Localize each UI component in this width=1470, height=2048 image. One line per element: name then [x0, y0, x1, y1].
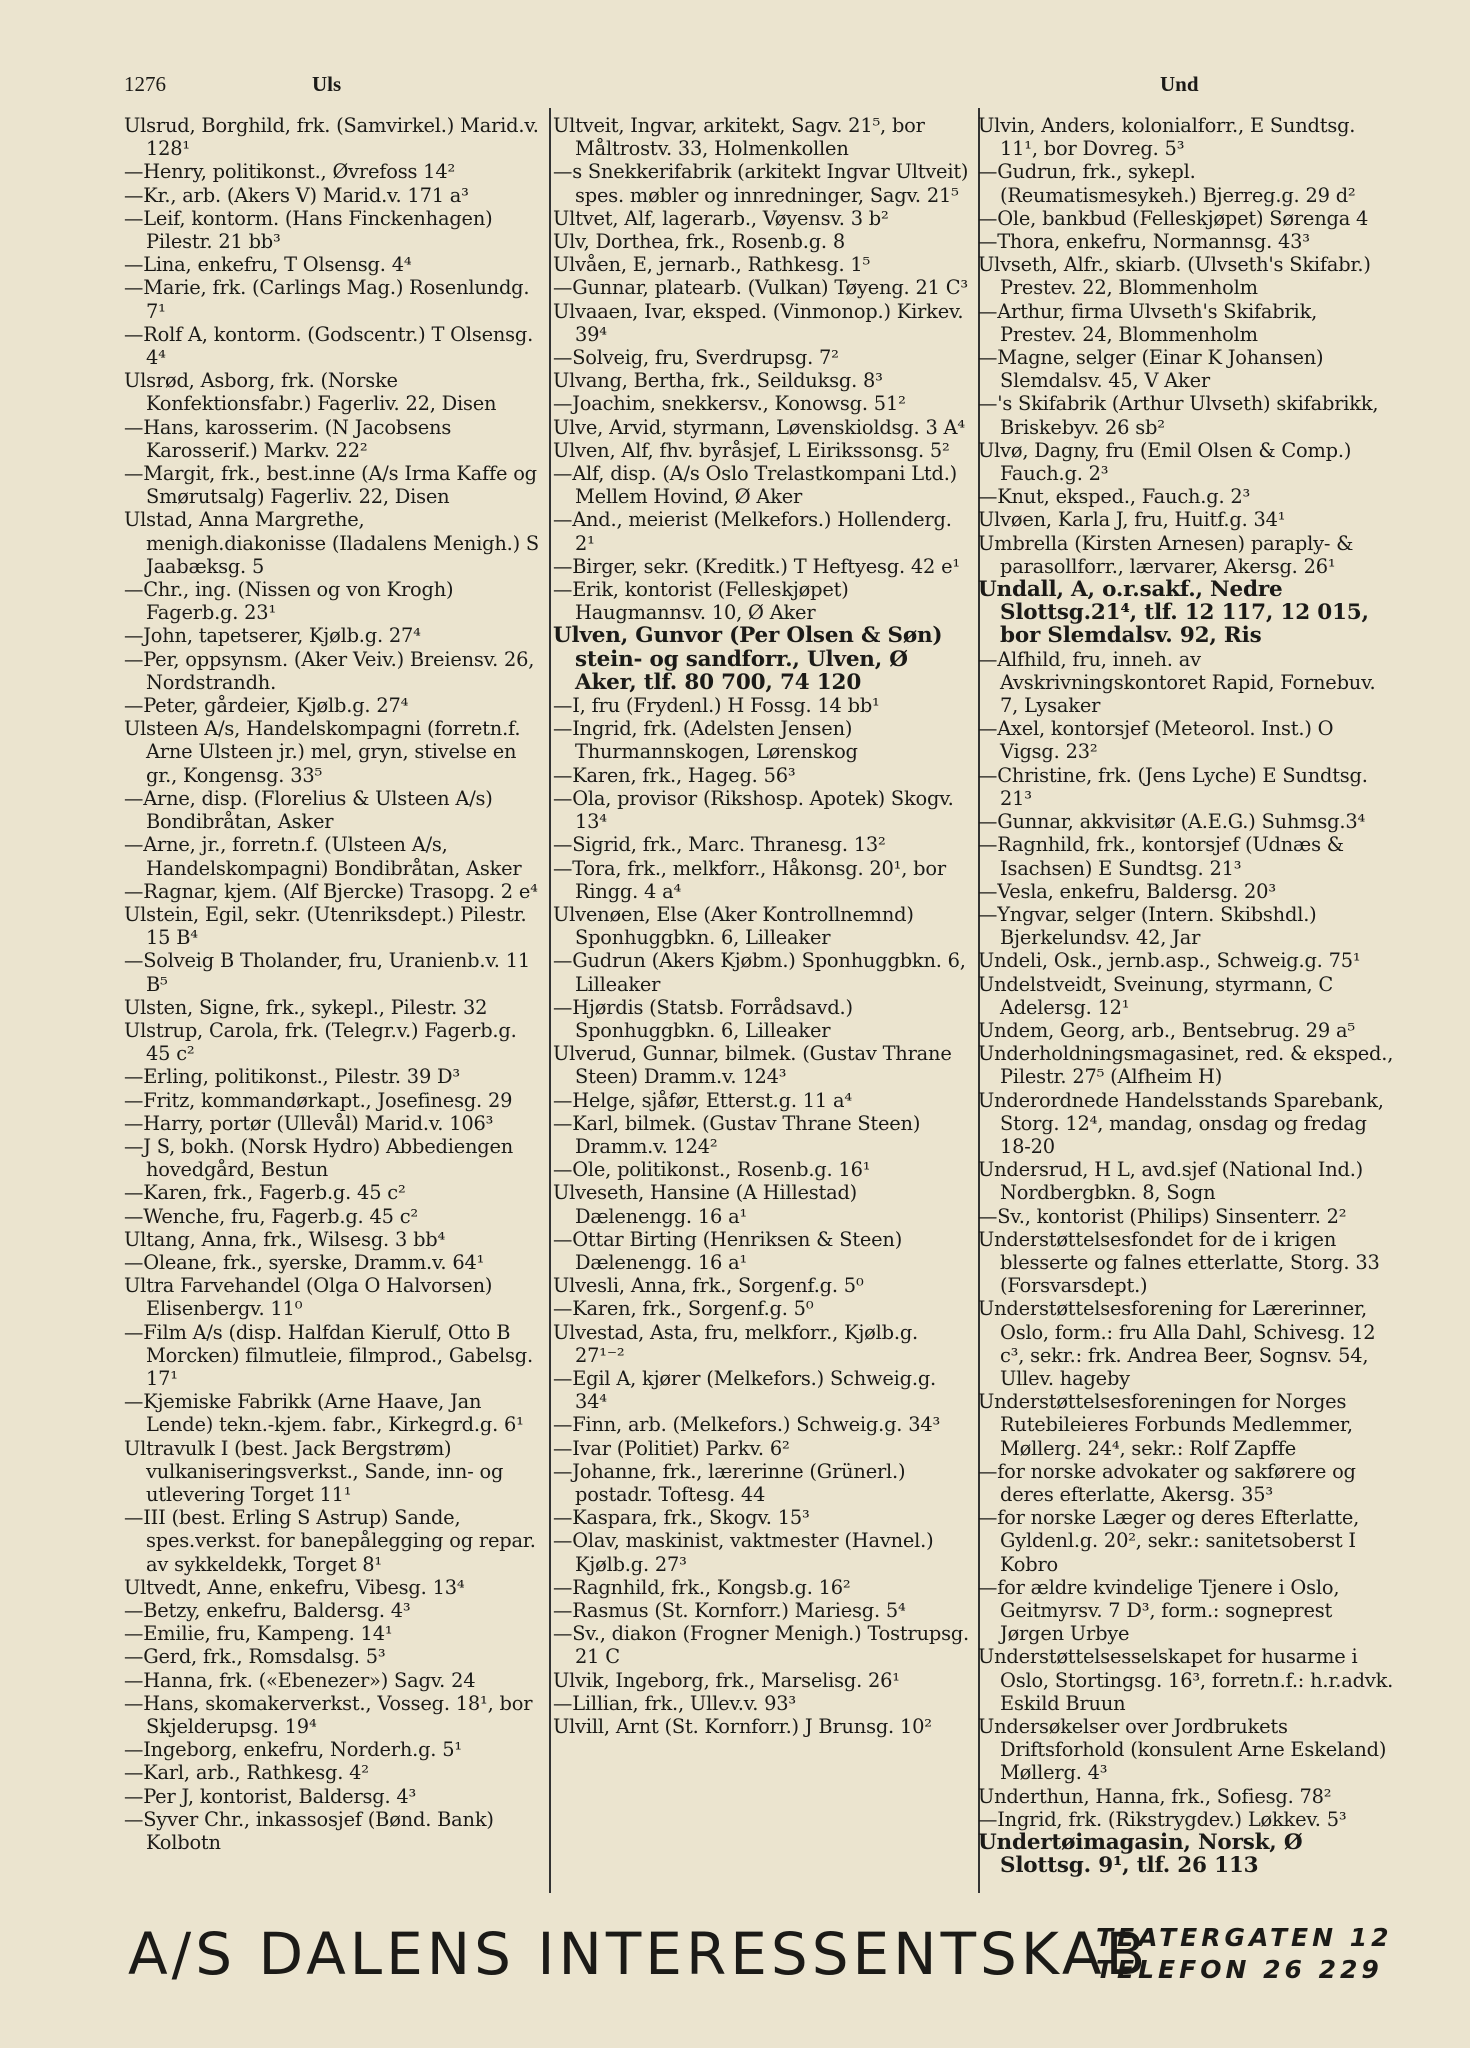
directory-entry: Understøttelsesfondet for de i krigen blesserte og falnes etterlatte, Storg. 33 (Forsvarsdept.) [978, 1227, 1380, 1298]
directory-entry: —Rasmus (St. Kornforr.) Mariesg. 5⁴ [553, 1599, 906, 1622]
directory-entry: —Christine, frk. (Jens Lyche) E Sundtsg. 21³ [978, 763, 1368, 810]
directory-entry: —Ole, politikonst., Rosenb.g. 16¹ [553, 1158, 871, 1182]
directory-entry: —Lillian, frk., Ullev.v. 93³ [553, 1691, 797, 1715]
directory-entry: Ulvill, Arnt (St. Kornforr.) J Brunsg. 10² [553, 1715, 932, 1739]
directory-entry: —Joachim, snekkersv., Konowsg. 51² [553, 392, 906, 416]
directory-entry: —Gudrun (Akers Kjøbm.) Sponhuggbkn. 6, Lilleaker [553, 949, 966, 996]
directory-entry: —Vesla, enkefru, Baldersg. 20³ [978, 879, 1276, 903]
directory-entry: Ulsrød, Asborg, frk. (Norske Konfektionsfabr.) Fagerliv. 22, Disen [124, 369, 497, 416]
directory-entry: Ulstad, Anna Margrethe, menigh.diakonisse (Iladalens Menigh.) S Jaabæksg. 5 [124, 508, 539, 578]
directory-entry: Understøttelsesselskapet for husarme i Oslo, Stortingsg. 16³, forretn.f.: h.r.advk. Eskild Bruun [978, 1645, 1394, 1715]
directory-entry: —Birger, sekr. (Kreditk.) T Heftyesg. 42 e¹ [553, 554, 961, 578]
directory-entry: Ulvesli, Anna, frk., Sorgenf.g. 5⁰ [553, 1274, 864, 1298]
directory-entry: Underholdningsmagasinet, red. & eksped., Pilestr. 27⁵ (Alfheim H) [978, 1042, 1394, 1089]
directory-entry: —Erik, kontorist (Felleskjøpet) Haugmannsv. 10, Ø Aker [553, 578, 849, 625]
directory-entry: Ulve, Arvid, styrmann, Løvenskioldsg. 3 A⁴ [553, 415, 965, 439]
directory-entry: —Tora, frk., melkforr., Håkonsg. 20¹, bor Ringg. 4 a⁴ [553, 856, 946, 903]
directory-entry: —Ragnhild, frk., kontorsjef (Udnæs & Isachsen) E Sundtsg. 21³ [978, 833, 1344, 880]
directory-entry: —for norske Læger og deres Efterlatte, Gyldenl.g. 20², sekr.: sanitetsoberst I Kobro [978, 1506, 1360, 1576]
advertisement-banner [128, 1918, 1393, 1998]
directory-entry: —Johanne, frk., lærerinne (Grünerl.) postadr. Toftesg. 44 [553, 1459, 906, 1506]
directory-entry: Ulvenøen, Else (Aker Kontrollnemnd) Sponhuggbkn. 6, Lilleaker [553, 902, 914, 950]
directory-entry: —Egil A, kjører (Melkefors.) Schweig.g. 34⁴ [553, 1366, 937, 1414]
directory-entry: —Karen, frk., Sorgenf.g. 5⁰ [553, 1297, 814, 1321]
directory-entry: Ulvåen, E, jernarb., Rathkesg. 1⁵ [553, 253, 871, 277]
directory-entry: —Harry, portør (Ullevål) Marid.v. 106³ [124, 1111, 494, 1135]
advertiser-name: A/S DALENS INTERESSENTSKAB [128, 1920, 1150, 1988]
directory-entry: —Yngvar, selger (Intern. Skibshdl.) Bjerkelundsv. 42, Jar [978, 902, 1317, 950]
directory-entry: —J S, bokh. (Norsk Hydro) Abbediengen hovedgård, Bestun [124, 1134, 514, 1182]
directory-entry: Ulven, Gunvor (Per Olsen & Søn) stein- og sandforr., Ulven, Ø Aker, tlf. 80 700, 74 120 [553, 623, 943, 695]
directory-entry: —Per, oppsynsm. (Aker Veiv.) Breiensv. 26, Nordstrandh. [124, 647, 535, 694]
directory-entry: Undall, A, o.r.sakf., Nedre Slottsg.21⁴, tlf. 12 117, 12 015, bor Slemdalsv. 92, Ris [978, 577, 1369, 649]
directory-entry: —for norske advokater og sakførere og deres efterlatte, Akersg. 35³ [978, 1459, 1356, 1506]
directory-entry: —Ingrid, frk. (Adelsten Jensen) Thurmannskogen, Lørenskog [553, 717, 858, 764]
directory-entry: Ulverud, Gunnar, bilmek. (Gustav Thrane Steen) Dramm.v. 124³ [553, 1042, 952, 1089]
directory-entry: Undersrud, H L, avd.sjef (National Ind.) Nordbergbkn. 8, Sogn [978, 1158, 1364, 1205]
directory-entry: Ulveseth, Hansine (A Hillestad) Dælenengg. 16 a¹ [553, 1181, 858, 1228]
directory-entry: Underthun, Hanna, frk., Sofiesg. 78² [978, 1784, 1332, 1808]
advertiser-address: TEATERGATEN 12 [1096, 1923, 1393, 1952]
directory-entry: —Gudrun, frk., sykepl. (Reumatismesykeh.) Bjerreg.g. 29 d² [978, 160, 1356, 207]
directory-entry: —Hans, karosserim. (N Jacobsens Karosserif.) Markv. 22² [124, 415, 452, 462]
directory-entry: —Erling, politikonst., Pilestr. 39 D³ [124, 1065, 460, 1089]
directory-entry: —Finn, arb. (Melkefors.) Schweig.g. 34³ [553, 1413, 941, 1437]
directory-entry: —Sigrid, frk., Marc. Thranesg. 13² [553, 833, 886, 857]
directory-entry: —Ivar (Politiet) Parkv. 6² [553, 1436, 790, 1460]
directory-entry: —Leif, kontorm. (Hans Finckenhagen) Pilestr. 21 bb³ [124, 206, 493, 254]
advertiser-contact [1096, 1922, 1393, 1986]
directory-entry: —Emilie, fru, Kampeng. 14¹ [124, 1622, 393, 1646]
directory-entry: —Chr., ing. (Nissen og von Krogh) Fagerb.g. 23¹ [124, 578, 454, 625]
directory-entry: —Hjørdis (Statsb. Forrådsavd.) Sponhuggbkn. 6, Lilleaker [553, 995, 853, 1042]
directory-entry: —Gerd, frk., Romsdalsg. 5³ [124, 1645, 386, 1669]
directory-entry: —Karl, bilmek. (Gustav Thrane Steen) Dramm.v. 124² [553, 1111, 921, 1158]
directory-entry: —Ragnar, kjem. (Alf Bjercke) Trasopg. 2 e⁴ [124, 879, 538, 903]
directory-entry: —Karen, frk., Hageg. 56³ [553, 763, 796, 787]
column-divider [549, 108, 551, 1893]
directory-entry: Ulvik, Ingeborg, frk., Marselisg. 26¹ [553, 1668, 900, 1692]
directory-entry: —Gunnar, platearb. (Vulkan) Tøyeng. 21 C³ [553, 276, 968, 300]
directory-entry: Undeli, Osk., jernb.asp., Schweig.g. 75¹ [978, 949, 1361, 973]
directory-entry: —Syver Chr., inkassosjef (Bønd. Bank) Kolbotn [124, 1807, 494, 1855]
directory-entry: —Knut, eksped., Fauch.g. 2³ [978, 485, 1251, 509]
directory-entry: —Ola, provisor (Rikshosp. Apotek) Skogv. 13⁴ [553, 786, 954, 834]
page-number: 1276 [124, 72, 166, 96]
directory-entry: —III (best. Erling S Astrup) Sande, spes.verkst. for banepålegging og repar. av sykkeldekk, Torget 8¹ [124, 1506, 536, 1576]
directory-entry: —Gunnar, akkvisitør (A.E.G.) Suhmsg.3⁴ [978, 810, 1366, 834]
directory-entry: —And., meierist (Melkefors.) Hollenderg. 2¹ [553, 508, 952, 555]
advertiser-phone: TELEFON 26 229 [1096, 1955, 1383, 1984]
directory-entry: —Marie, frk. (Carlings Mag.) Rosenlundg. 7¹ [124, 276, 530, 323]
directory-entry: —Ingrid, frk. (Rikstrygdev.) Løkkev. 5³ [978, 1807, 1347, 1831]
directory-entry: —Henry, politikonst., Øvrefoss 14² [124, 160, 456, 184]
directory-entry: —Ole, bankbud (Felleskjøpet) Sørenga 4 [978, 206, 1369, 230]
directory-entry: —Karen, frk., Fagerb.g. 45 c² [124, 1181, 406, 1205]
directory-entry: —Ragnhild, frk., Kongsb.g. 16² [553, 1575, 851, 1599]
directory-entry: —John, tapetserer, Kjølb.g. 27⁴ [124, 624, 421, 648]
column-right [978, 114, 1398, 1877]
directory-entry: —Alfhild, fru, inneh. av Avskrivningskontoret Rapid, Fornebuv. 7, Lysaker [978, 647, 1376, 718]
directory-entry: —I, fru (Frydenl.) H Fossg. 14 bb¹ [553, 694, 880, 718]
directory-entry: Understøttelsesforeningen for Norges Rutebileieres Forbunds Medlemmer, Møllerg. 24⁴, sekr.: Rolf Zapffe [978, 1390, 1353, 1460]
directory-entry: —Arthur, firma Ulvseth's Skifabrik, Prestev. 24, Blommenholm [978, 299, 1318, 346]
running-head-right: Und [1160, 72, 1199, 96]
directory-entry: Ultvedt, Anne, enkefru, Vibesg. 13⁴ [124, 1575, 465, 1599]
directory-entry: —s Snekkerifabrik (arkitekt Ingvar Ultveit) spes. møbler og innredninger, Sagv. 21⁵ [553, 160, 969, 207]
directory-entry: —Kr., arb. (Akers V) Marid.v. 171 a³ [124, 183, 469, 207]
directory-entry: —Arne, disp. (Florelius & Ulsteen A/s) Bondibråtan, Asker [124, 786, 493, 834]
directory-entry: —Oleane, frk., syerske, Dramm.v. 64¹ [124, 1250, 485, 1274]
directory-entry: Ulv, Dorthea, frk., Rosenb.g. 8 [553, 230, 845, 254]
directory-entry: —Alf, disp. (A/s Oslo Trelastkompani Ltd.) Mellem Hovind, Ø Aker [553, 462, 958, 509]
directory-entry: Ultang, Anna, frk., Wilsesg. 3 bb⁴ [124, 1227, 446, 1251]
running-head-left: Uls [312, 72, 342, 96]
directory-entry: —'s Skifabrik (Arthur Ulvseth) skifabrikk, Briskebyv. 26 sb² [978, 392, 1379, 439]
directory-entry: —Film A/s (disp. Halfdan Kierulf, Otto B Morcken) filmutleie, filmprod., Gabelsg. 17¹ [124, 1320, 533, 1390]
directory-entry: Ulstrup, Carola, frk. (Telegr.v.) Fagerb.g. 45 c² [124, 1018, 517, 1066]
directory-entry: Ulvaaen, Ivar, eksped. (Vinmonop.) Kirkev. 39⁴ [553, 299, 964, 346]
directory-entry: Undem, Georg, arb., Bentsebrug. 29 a⁵ [978, 1018, 1355, 1042]
directory-entry: —Ottar Birting (Henriksen & Steen) Dælenengg. 16 a¹ [553, 1227, 903, 1274]
directory-entry: Ulvøen, Karla J, fru, Huitf.g. 34¹ [978, 508, 1286, 532]
directory-entry: Ulvø, Dagny, fru (Emil Olsen & Comp.) Fauch.g. 2³ [978, 438, 1352, 486]
directory-entry: Ultra Farvehandel (Olga O Halvorsen) Elisenbergv. 11⁰ [124, 1274, 493, 1321]
directory-entry: —Sv., kontorist (Philips) Sinsenterr. 2² [978, 1204, 1347, 1228]
directory-entry: —Magne, selger (Einar K Johansen) Slemdalsv. 45, V Aker [978, 346, 1324, 393]
directory-entry: Ultvet, Alf, lagerarb., Vøyensv. 3 b² [553, 206, 889, 230]
directory-entry: —Betzy, enkefru, Baldersg. 4³ [124, 1599, 411, 1622]
directory-entry: Ulvin, Anders, kolonialforr., E Sundtsg. 11¹, bor Dovreg. 5³ [978, 114, 1356, 161]
directory-entry: Ulsrud, Borghild, frk. (Samvirkel.) Marid.v. 128¹ [124, 114, 539, 161]
directory-entry: Ulvang, Bertha, frk., Seilduksg. 8³ [553, 369, 883, 393]
directory-entry: —Kjemiske Fabrikk (Arne Haave, Jan Lende) tekn.-kjem. fabr., Kirkegrd.g. 6¹ [124, 1390, 524, 1437]
directory-entry: Umbrella (Kirsten Arnesen) paraply- & parasollforr., lærvarer, Akersg. 26¹ [978, 531, 1354, 578]
directory-entry: —Hanna, frk. («Ebenezer») Sagv. 24 [124, 1668, 476, 1692]
directory-entry: Ulstein, Egil, sekr. (Utenriksdept.) Pilestr. 15 B⁴ [124, 902, 527, 950]
directory-entry: Ulvestad, Asta, fru, melkforr., Kjølb.g. 27¹⁻² [553, 1320, 919, 1367]
column-middle [553, 114, 971, 1738]
directory-entry: —Hans, skomakerverkst., Vosseg. 18¹, bor Skjelderupsg. 19⁴ [124, 1691, 533, 1739]
directory-entry: Understøttelsesforening for Lærerinner, Oslo, form.: fru Alla Dahl, Schivesg. 12 c³, sekr.: frk. Andrea Beer, Sognsv. 54, Ullev. hageby [978, 1297, 1376, 1390]
directory-entry: —Solveig, fru, Sverdrupsg. 7² [553, 346, 839, 370]
directory-entry: Underordnede Handelsstands Sparebank, Storg. 12⁴, mandag, onsdag og fredag 18-20 [978, 1088, 1384, 1158]
directory-entry: —Helge, sjåfør, Etterst.g. 11 a⁴ [553, 1088, 852, 1112]
directory-entry: —for ældre kvindelige Tjenere i Oslo, Geitmyrsv. 7 D³, form.: sogneprest Jørgen Urbye [978, 1575, 1340, 1646]
directory-entry: —Axel, kontorsjef (Meteorol. Inst.) O Vigsg. 23² [978, 717, 1334, 764]
directory-entry: Undelstveidt, Sveinung, styrmann, C Adelersg. 12¹ [978, 972, 1334, 1019]
directory-entry: —Wenche, fru, Fagerb.g. 45 c² [124, 1204, 418, 1228]
directory-entry: Undersøkelser over Jordbrukets Driftsforhold (konsulent Arne Eskeland) Møllerg. 4³ [978, 1715, 1387, 1785]
directory-entry: —Lina, enkefru, T Olsensg. 4⁴ [124, 253, 412, 277]
directory-entry: —Peter, gårdeier, Kjølb.g. 27⁴ [124, 694, 409, 718]
directory-entry: Undertøimagasin, Norsk, Ø Slottsg. 9¹, tlf. 26 113 [978, 1830, 1303, 1879]
directory-entry: —Rolf A, kontorm. (Godscentr.) T Olsensg. 4⁴ [124, 322, 534, 370]
directory-entry: Ultravulk I (best. Jack Bergstrøm) vulkaniseringsverkst., Sande, inn- og utlevering Torget 11¹ [124, 1436, 504, 1506]
directory-entry: —Arne, jr., forretn.f. (Ulsteen A/s, Handelskompagni) Bondibråtan, Asker [124, 833, 522, 880]
directory-entry: Ulven, Alf, fhv. byråsjef, L Eirikssonsg. 5² [553, 438, 950, 462]
directory-entry: —Per J, kontorist, Baldersg. 4³ [124, 1784, 417, 1808]
directory-entry: Ultveit, Ingvar, arkitekt, Sagv. 21⁵, bor Måltrostv. 33, Holmenkollen [553, 114, 925, 161]
directory-entry: —Kaspara, frk., Skogv. 15³ [553, 1506, 810, 1530]
directory-entry: —Thora, enkefru, Normannsg. 43³ [978, 230, 1310, 254]
directory-entry: —Sv., diakon (Frogner Menigh.) Tostrupsg. 21 C [553, 1622, 969, 1669]
directory-entry: —Karl, arb., Rathkesg. 4² [124, 1761, 369, 1785]
directory-entry: —Olav, maskinist, vaktmester (Havnel.) Kjølb.g. 27³ [553, 1529, 934, 1576]
directory-entry: —Fritz, kommandørkapt., Josefinesg. 29 [124, 1088, 513, 1112]
directory-entry: —Ingeborg, enkefru, Norderh.g. 5¹ [124, 1738, 462, 1762]
directory-entry: —Margit, frk., best.inne (A/s Irma Kaffe og Smørutsalg) Fagerliv. 22, Disen [124, 462, 537, 509]
directory-entry: Ulsteen A/s, Handelskompagni (forretn.f. Arne Ulsteen jr.) mel, gryn, stivelse en gr., Kongensg. 33⁵ [124, 717, 521, 787]
column-left [124, 114, 542, 1854]
directory-entry: Ulvseth, Alfr., skiarb. (Ulvseth's Skifabr.) Prestev. 22, Blommenholm [978, 253, 1371, 300]
directory-entry: —Solveig B Tholander, fru, Uranienb.v. 11 B⁵ [124, 949, 530, 996]
directory-entry: Ulsten, Signe, frk., sykepl., Pilestr. 32 [124, 995, 488, 1019]
